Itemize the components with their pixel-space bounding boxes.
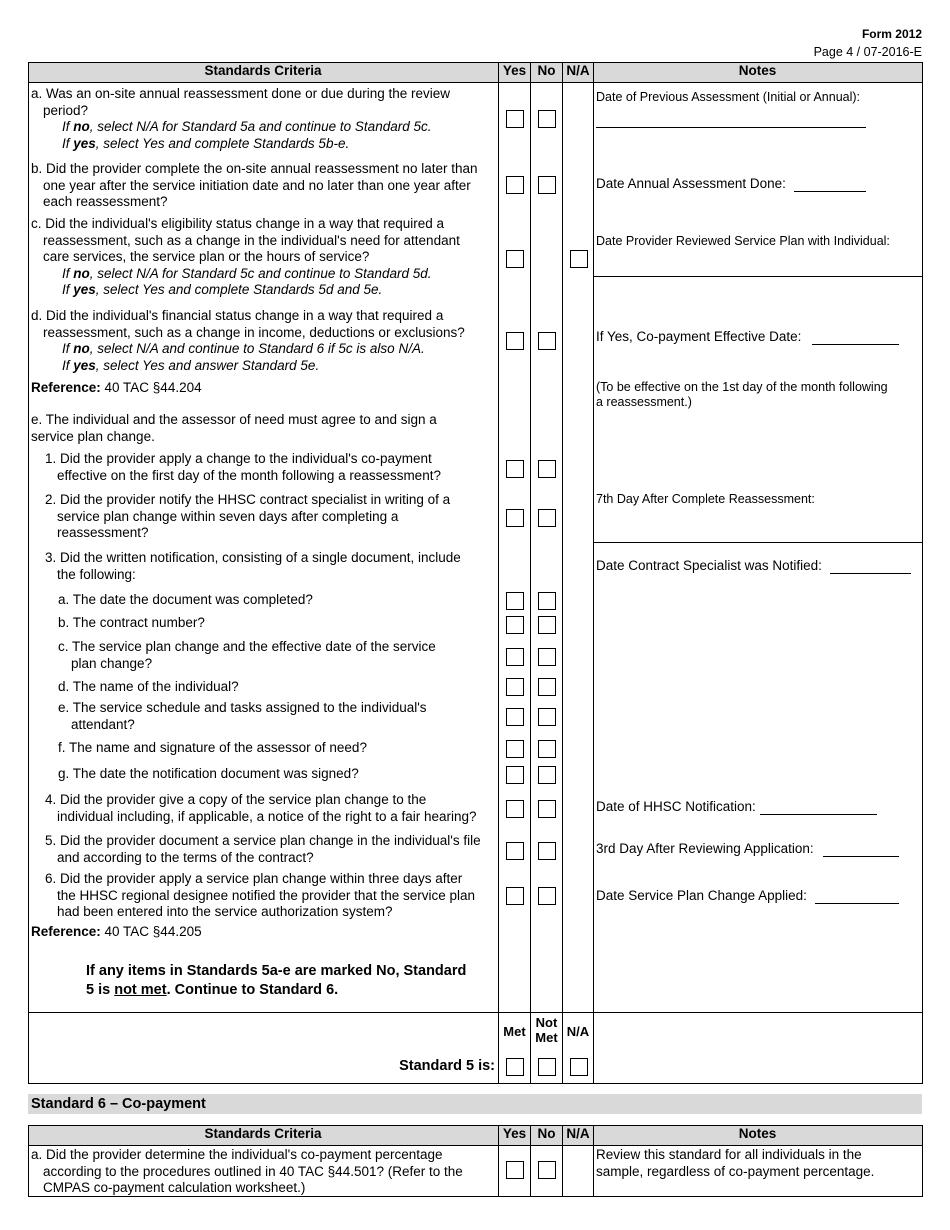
criterion-b: b. Did the provider complete the on-site annual reassessment no later than one year after the service initiation date and no later than one year after each reassessment? bbox=[31, 161, 478, 209]
criterion-a: a. Was an on-site annual reassessment done or due during the review period? If no, select N/A for Standard 5a and continue to Standard 5c. If yes, select Yes and complete Standards 5b-e. bbox=[31, 86, 450, 151]
s6-header-yes: Yes bbox=[502, 1126, 527, 1141]
note-b: Date Annual Assessment Done: bbox=[596, 176, 786, 191]
e2-yes-checkbox[interactable] bbox=[506, 509, 524, 527]
col-line-na bbox=[593, 62, 594, 1084]
subitem-e: e. The service schedule and tasks assigned to the individual's attendant? bbox=[58, 700, 427, 732]
e1-no-checkbox[interactable] bbox=[538, 460, 556, 478]
header-na: N/A bbox=[566, 63, 590, 78]
s6-header-notes: Notes bbox=[738, 1126, 777, 1141]
e6-no-checkbox[interactable] bbox=[538, 887, 556, 905]
header-yes: Yes bbox=[502, 63, 527, 78]
subitem-c: c. The service plan change and the effective date of the service plan change? bbox=[58, 639, 436, 671]
standard-5-met-checkbox[interactable] bbox=[506, 1058, 524, 1076]
s6-header-na: N/A bbox=[566, 1126, 590, 1141]
note-e3-line[interactable] bbox=[830, 573, 911, 574]
note-e2-line bbox=[594, 542, 922, 543]
note-a-line[interactable] bbox=[596, 127, 866, 128]
sub-d-no-checkbox[interactable] bbox=[538, 678, 556, 696]
note-d: If Yes, Co-payment Effective Date: bbox=[596, 329, 802, 344]
sub-a-yes-checkbox[interactable] bbox=[506, 592, 524, 610]
standard-5-na-checkbox[interactable] bbox=[570, 1058, 588, 1076]
sub-g-no-checkbox[interactable] bbox=[538, 766, 556, 784]
note-d-line[interactable] bbox=[812, 344, 899, 345]
table-border-right bbox=[922, 62, 923, 1084]
c-na-checkbox[interactable] bbox=[570, 250, 588, 268]
subitem-b: b. The contract number? bbox=[58, 615, 205, 630]
section-6-title: Standard 6 – Co-payment bbox=[28, 1094, 922, 1114]
sub-d-yes-checkbox[interactable] bbox=[506, 678, 524, 696]
table-border-bottom bbox=[28, 1083, 923, 1084]
d-yes-checkbox[interactable] bbox=[506, 332, 524, 350]
result-na-label: N/A bbox=[566, 1024, 590, 1039]
b-no-checkbox[interactable] bbox=[538, 176, 556, 194]
sub-c-yes-checkbox[interactable] bbox=[506, 648, 524, 666]
d-no-checkbox[interactable] bbox=[538, 332, 556, 350]
form-number: Form 2012 bbox=[861, 27, 922, 41]
header-no: No bbox=[537, 63, 556, 78]
sub-c-no-checkbox[interactable] bbox=[538, 648, 556, 666]
header-divider bbox=[28, 82, 923, 83]
note-e6-line[interactable] bbox=[815, 903, 899, 904]
s6-a-no-checkbox[interactable] bbox=[538, 1161, 556, 1179]
note-c-line bbox=[594, 276, 922, 277]
note-c: Date Provider Reviewed Service Plan with Individual: bbox=[596, 234, 890, 248]
note-e2: 7th Day After Complete Reassessment: bbox=[596, 492, 815, 506]
header-criteria: Standards Criteria bbox=[204, 63, 322, 78]
reference-44-204: Reference: 40 TAC §44.204 bbox=[31, 380, 202, 395]
e5-no-checkbox[interactable] bbox=[538, 842, 556, 860]
criterion-e6: 6. Did the provider apply a service plan change within three days after the HHSC regional designee notified the provider that the service plan had been entered into the service authorization system? bbox=[45, 871, 475, 919]
note-a: Date of Previous Assessment (Initial or Annual): bbox=[596, 90, 861, 104]
criterion-d: d. Did the individual's financial status change in a way that required a reassessment, such as a change in income, deductions or exclusions? If no, select N/A and continue to Standard 6 if 5c is also N/A. If yes, select Yes and answer Standard 5e. bbox=[31, 308, 465, 373]
criterion-e3: 3. Did the written notification, consisting of a single document, include the following: bbox=[45, 550, 461, 582]
note-e6: Date Service Plan Change Applied: bbox=[596, 888, 807, 903]
page-number: Page 4 / 07-2016-E bbox=[813, 45, 922, 59]
sub-a-no-checkbox[interactable] bbox=[538, 592, 556, 610]
reference-44-205: Reference: 40 TAC §44.205 bbox=[31, 924, 202, 939]
a-yes-checkbox[interactable] bbox=[506, 110, 524, 128]
subitem-a: a. The date the document was completed? bbox=[58, 592, 313, 607]
e2-no-checkbox[interactable] bbox=[538, 509, 556, 527]
s6-a-yes-checkbox[interactable] bbox=[506, 1161, 524, 1179]
note-ref1: (To be effective on the 1st day of the month following a reassessment.) bbox=[596, 380, 888, 409]
criterion-e5: 5. Did the provider document a service plan change in the individual's file and according to the terms of the contract? bbox=[45, 833, 481, 865]
sub-e-no-checkbox[interactable] bbox=[538, 708, 556, 726]
note-e3: Date Contract Specialist was Notified: bbox=[596, 558, 822, 573]
col-line-no bbox=[562, 62, 563, 1084]
e1-yes-checkbox[interactable] bbox=[506, 460, 524, 478]
criterion-e1: 1. Did the provider apply a change to the individual's co-payment effective on the first day of the month following a reassessment? bbox=[45, 451, 441, 483]
e5-yes-checkbox[interactable] bbox=[506, 842, 524, 860]
e4-no-checkbox[interactable] bbox=[538, 800, 556, 818]
subitem-g: g. The date the notification document was signed? bbox=[58, 766, 359, 781]
note-e5: 3rd Day After Reviewing Application: bbox=[596, 841, 814, 856]
criterion-c: c. Did the individual's eligibility status change in a way that required a reassessment, such as a change in the individual's need for attendant care services, the service plan or the hours of service? If no, select N/A for Standard 5c and continue to Standard 5d. If yes, select Yes and complete Standards 5d and 5e. bbox=[31, 216, 460, 297]
e6-yes-checkbox[interactable] bbox=[506, 887, 524, 905]
s6-header-criteria: Standards Criteria bbox=[204, 1126, 322, 1141]
s6-note-a: Review this standard for all individuals in the sample, regardless of co-payment percentage. bbox=[596, 1147, 875, 1179]
sub-b-no-checkbox[interactable] bbox=[538, 616, 556, 634]
s6-header-divider bbox=[28, 1145, 923, 1146]
col-line-criteria bbox=[498, 62, 499, 1084]
not-met-warning: If any items in Standards 5a-e are marked No, Standard 5 is not met. Continue to Standard 6. bbox=[86, 963, 467, 998]
sub-b-yes-checkbox[interactable] bbox=[506, 616, 524, 634]
table-border-left bbox=[28, 62, 29, 1084]
note-e4: Date of HHSC Notification: bbox=[596, 799, 756, 814]
result-divider bbox=[28, 1012, 923, 1013]
sub-f-yes-checkbox[interactable] bbox=[506, 740, 524, 758]
result-not-met-label: Not Met bbox=[535, 1015, 558, 1045]
sub-g-yes-checkbox[interactable] bbox=[506, 766, 524, 784]
a-no-checkbox[interactable] bbox=[538, 110, 556, 128]
subitem-f: f. The name and signature of the assessor of need? bbox=[58, 740, 367, 755]
note-e4-line[interactable] bbox=[760, 814, 877, 815]
result-met-label: Met bbox=[503, 1024, 526, 1039]
sub-f-no-checkbox[interactable] bbox=[538, 740, 556, 758]
sub-e-yes-checkbox[interactable] bbox=[506, 708, 524, 726]
col-line-yes bbox=[530, 62, 531, 1084]
standard-5-not-met-checkbox[interactable] bbox=[538, 1058, 556, 1076]
note-b-line[interactable] bbox=[794, 191, 866, 192]
header-notes: Notes bbox=[738, 63, 777, 78]
subitem-d: d. The name of the individual? bbox=[58, 679, 239, 694]
criterion-e4: 4. Did the provider give a copy of the service plan change to the individual including, if applicable, a notice of the right to a fair hearing? bbox=[45, 792, 477, 824]
e4-yes-checkbox[interactable] bbox=[506, 800, 524, 818]
c-yes-checkbox[interactable] bbox=[506, 250, 524, 268]
s6-header-no: No bbox=[537, 1126, 556, 1141]
standard-5-result-label: Standard 5 is: bbox=[399, 1058, 495, 1074]
s6-border-right bbox=[922, 1125, 923, 1197]
criterion-e: e. The individual and the assessor of need must agree to and sign a service plan change. bbox=[31, 412, 437, 444]
b-yes-checkbox[interactable] bbox=[506, 176, 524, 194]
note-e5-line[interactable] bbox=[823, 856, 899, 857]
s6-criterion-a: a. Did the provider determine the individual's co-payment percentage according to the procedures outlined in 40 TAC §44.501? (Refer to the CMPAS co-payment calculation worksheet.) bbox=[31, 1147, 463, 1195]
criterion-e2: 2. Did the provider notify the HHSC contract specialist in writing of a service plan change within seven days after completing a reassessment? bbox=[45, 492, 451, 540]
